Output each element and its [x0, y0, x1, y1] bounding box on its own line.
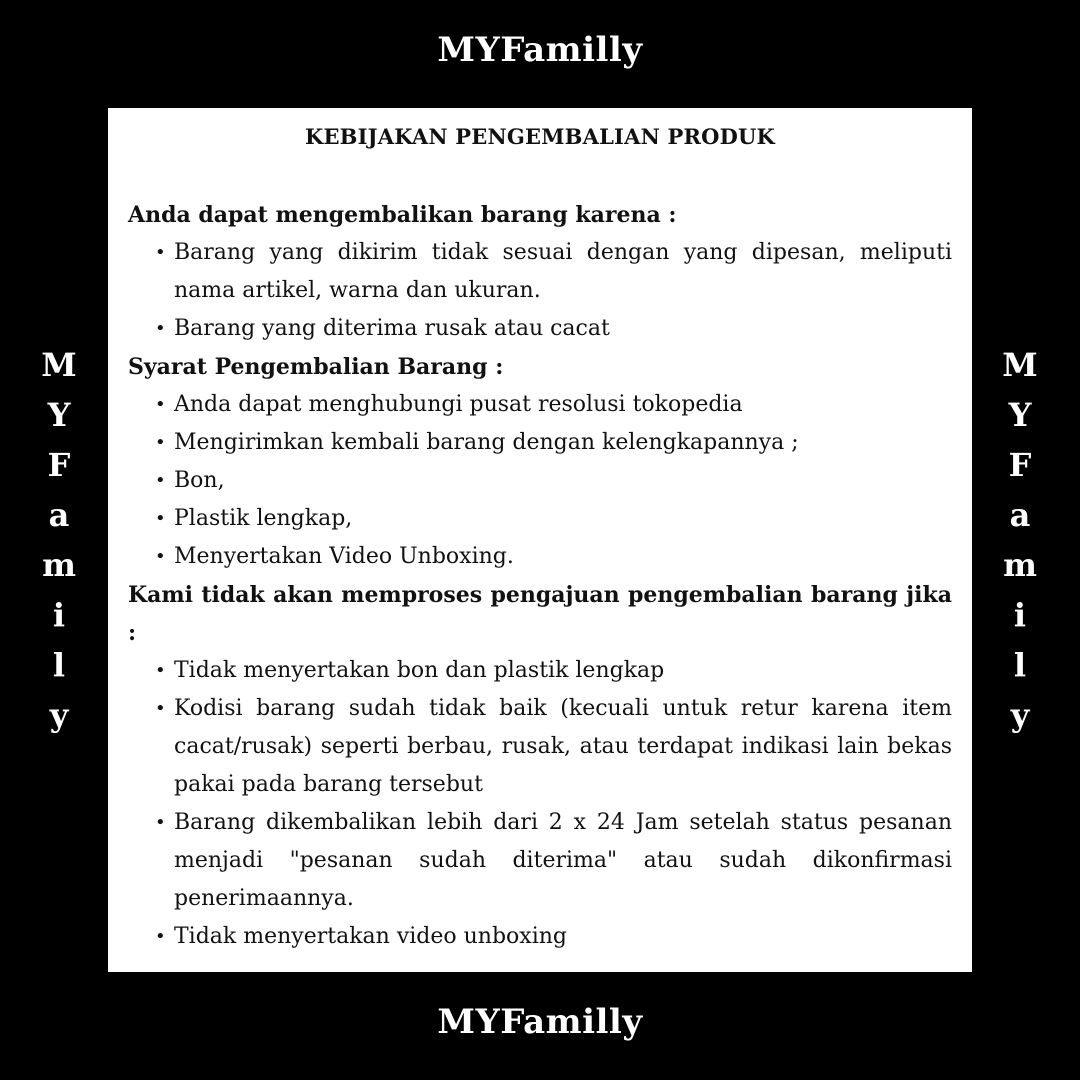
list-item-text: Anda dapat menghubungi pusat resolusi tokopedia [174, 392, 743, 417]
bullet-icon: • [155, 242, 166, 263]
brand-letter: i [52, 596, 66, 634]
policy-title: KEBIJAKAN PENGEMBALIAN PRODUK [305, 124, 775, 149]
list-item [128, 538, 952, 576]
brand-letter: Y [47, 396, 71, 434]
brand-letter: M [41, 346, 77, 384]
list-item [128, 310, 952, 348]
list-item-text: Menyertakan Video Unboxing. [174, 544, 514, 569]
bullet-icon: • [155, 660, 166, 681]
brand-letter: a [1009, 496, 1031, 534]
list-item [128, 462, 952, 500]
bullet-icon: • [155, 432, 166, 453]
section-heading-rejection-conditions: Kami tidak akan memproses pengajuan pengembalian barang jika : [128, 582, 952, 646]
brand-letter: i [1013, 596, 1027, 634]
bullet-icon: • [155, 812, 166, 833]
list-item-text: Tidak menyertakan video unboxing [174, 924, 567, 949]
list-item-text: Bon, [174, 468, 225, 493]
list-item [128, 234, 952, 310]
list-item [128, 424, 952, 462]
brand-letter: m [42, 546, 76, 584]
brand-vertical-left [29, 340, 89, 740]
brand-title-top: MYFamilly [437, 30, 643, 70]
list-item [128, 386, 952, 424]
list-item [128, 804, 952, 918]
brand-title-bottom: MYFamilly [437, 1002, 643, 1042]
section-heading-return-reasons: Anda dapat mengembalikan barang karena : [128, 202, 677, 228]
list-item-text: Barang yang dikirim tidak sesuai dengan yang dipesan, meliputi nama artikel, warna dan ukuran. [174, 240, 952, 303]
list-item [128, 500, 952, 538]
list-item-text: Plastik lengkap, [174, 506, 353, 531]
bullet-icon: • [155, 508, 166, 529]
brand-vertical-right [990, 340, 1050, 740]
rejection-conditions-list [128, 652, 952, 956]
bullet-icon: • [155, 698, 166, 719]
return-requirements-list [128, 386, 952, 576]
brand-letter: F [1008, 446, 1032, 484]
list-item [128, 652, 952, 690]
brand-letter: m [1003, 546, 1037, 584]
list-item-text: Mengirimkan kembali barang dengan kelengkapannya ; [174, 430, 799, 455]
brand-letter: a [48, 496, 70, 534]
return-reasons-list [128, 234, 952, 348]
brand-letter: l [52, 646, 66, 684]
bullet-icon: • [155, 470, 166, 491]
bullet-icon: • [155, 546, 166, 567]
bullet-icon: • [155, 318, 166, 339]
list-item-text: Kodisi barang sudah tidak baik (kecuali untuk retur karena item cacat/rusak) seperti berbau, rusak, atau terdapat indikasi lain bekas pakai pada barang tersebut [174, 696, 952, 797]
brand-letter: y [49, 696, 69, 734]
bullet-icon: • [155, 394, 166, 415]
brand-letter: y [1010, 696, 1030, 734]
brand-letter: M [1002, 346, 1038, 384]
brand-letter: F [47, 446, 71, 484]
brand-letter: Y [1008, 396, 1032, 434]
section-heading-return-requirements: Syarat Pengembalian Barang : [128, 354, 504, 380]
list-item-text: Barang dikembalikan lebih dari 2 x 24 Jam setelah status pesanan menjadi "pesanan sudah diterima" atau sudah dikonfirmasi penerimaannya. [174, 810, 952, 911]
list-item [128, 690, 952, 804]
policy-card [108, 108, 972, 972]
list-item-text: Barang yang diterima rusak atau cacat [174, 316, 610, 341]
list-item-text: Tidak menyertakan bon dan plastik lengkap [174, 658, 665, 683]
bullet-icon: • [155, 926, 166, 947]
brand-letter: l [1013, 646, 1027, 684]
list-item [128, 918, 952, 956]
